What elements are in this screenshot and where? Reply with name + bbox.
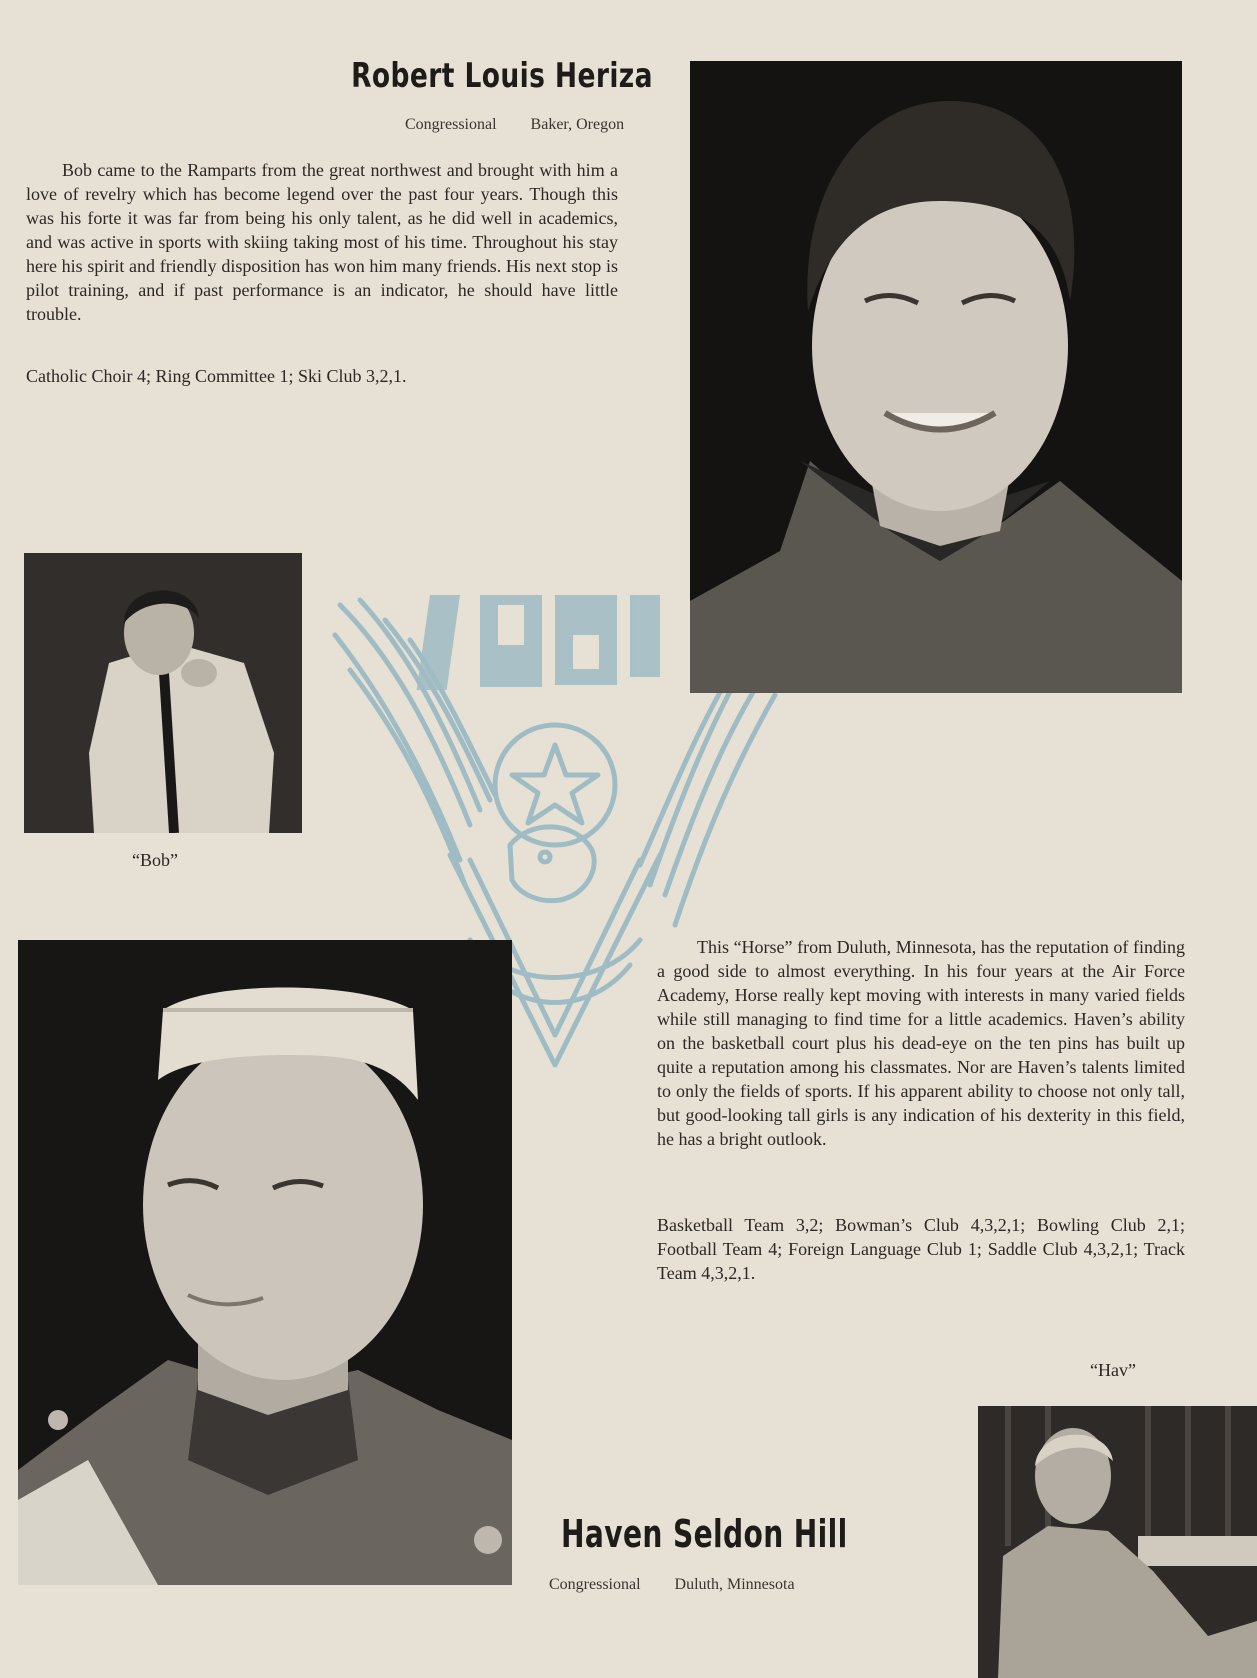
cadet2-portrait-photo: [18, 940, 512, 1585]
cadet2-candid-photo: [978, 1406, 1257, 1678]
cadet1-portrait-photo: [690, 61, 1182, 693]
cadet1-hometown: Baker, Oregon: [530, 116, 625, 133]
cadet2-appointment: Congressional: [549, 1576, 641, 1593]
cadet2-name: Haven Seldon Hill: [561, 1512, 848, 1556]
cadet2-hometown: Duluth, Minnesota: [674, 1576, 795, 1593]
cadet1-nickname: “Bob”: [132, 850, 178, 870]
cadet1-meta: [405, 116, 624, 134]
cadet1-candid-photo: [24, 553, 302, 833]
cadet2-bio-text: This “Horse” from Duluth, Minnesota, has the reputation of finding a good side to almost everything. In his four years at the Air Force Academy, Horse really kept moving with interests in many varied fields while still managing to find time for a little academics. Haven’s ability on the basketball court plus his dead-eye on the ten pins has built up quite a reputation among his classmates. Nor are Haven’s talents limited to only the fields of sports. If his apparent ability to choose not only tall, but good-looking tall girls is any indication of his dexterity in this field, he has a bright outlook.: [657, 937, 1185, 1149]
cadet1-appointment: Congressional: [405, 116, 497, 133]
cadet2-meta: [549, 1576, 795, 1594]
cadet2-bio: [657, 935, 1185, 1151]
cadet1-name: Robert Louis Heriza: [351, 56, 653, 96]
cadet2-nickname: “Hav”: [1090, 1360, 1136, 1380]
cadet2-activities: Basketball Team 3,2; Bowman’s Club 4,3,2,1; Bowling Club 2,1; Football Team 4; Foreign Language Club 1; Saddle Club 4,3,2,1; Track Team 4,3,2,1.: [657, 1215, 1185, 1283]
cadet1-activities: Catholic Choir 4; Ring Committee 1; Ski Club 3,2,1.: [26, 366, 407, 386]
cadet1-bio: [26, 158, 618, 326]
cadet1-bio-text: Bob came to the Ramparts from the great northwest and brought with him a love of revelry which has become legend over the past four years. Though this was his forte it was far from being his only talent, as he did well in academics, and was active in sports with skiing taking most of his time. Throughout his stay here his spirit and friendly disposition has won him many friends. His next stop is pilot training, and if past performance is an indicator, he should have little trouble.: [26, 160, 618, 324]
